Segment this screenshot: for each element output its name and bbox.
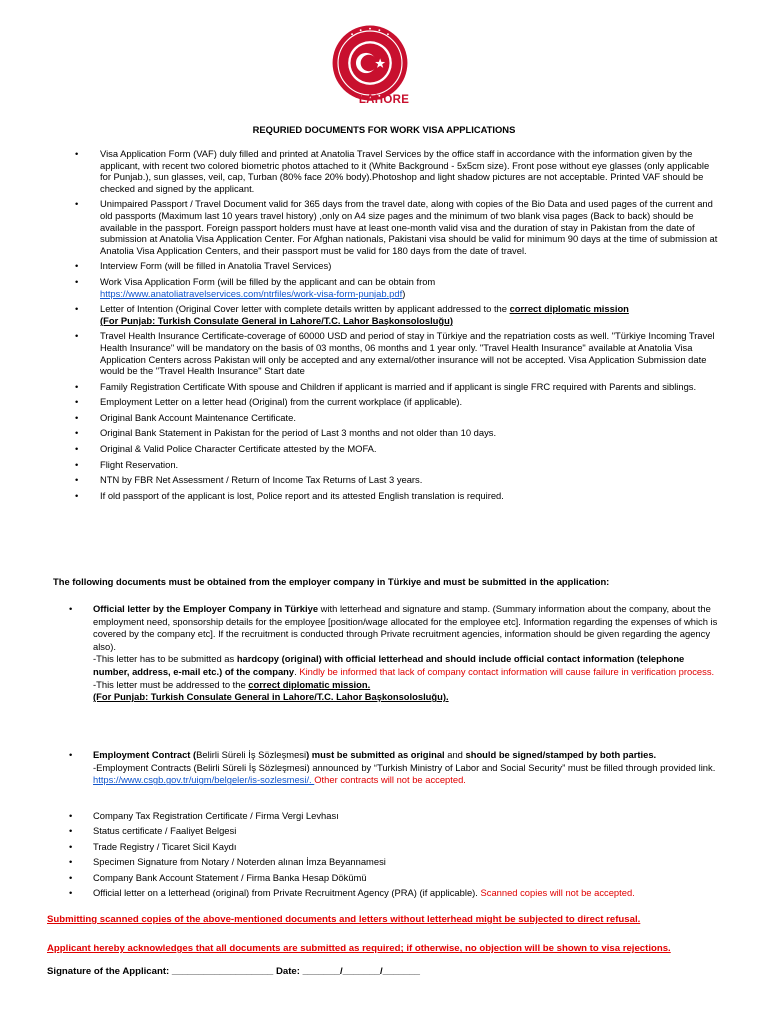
hardcopy-text: -This letter has to be submitted as: [93, 653, 237, 665]
work-form-text: Work Visa Application Form (will be filled by the applicant and can be obtain from: [100, 275, 436, 287]
city-name: LAHORE: [358, 94, 410, 106]
signature-line: Signature of the Applicant: ___________________ Date: _______/_______/_______: [47, 966, 420, 977]
list-item: • Interview Form (will be filled in Anatolia Travel Services): [100, 260, 720, 272]
list-item: • Company Tax Registration Certificate / Firma Vergi Levhası: [93, 808, 733, 823]
intention-mission: correct diplomatic mission: [509, 303, 629, 315]
address-text: -This letter must be addressed to the: [93, 678, 249, 690]
contract-signed: should be signed/stamped by both parties.: [465, 749, 657, 760]
contract-warning: Other contracts will not be accepted.: [314, 774, 466, 786]
list-item: • Specimen Signature from Notary / Noterden alınan İmza Beyannamesi: [93, 854, 733, 869]
refusal-warning: Submitting scanned copies of the above-mentioned documents and letters without letterhead might be subjected to direct refusal.: [47, 914, 641, 925]
intention-punjab: (For Punjab: Turkish Consulate General in Lahore/T.C. Lahor Başkonsolosluğu): [100, 314, 453, 326]
list-item: • If old passport of the applicant is lost, Police report and its attested English translation is required.: [100, 490, 720, 502]
company-docs-list: [93, 808, 733, 900]
contract-title: Employment Contract (: [93, 749, 197, 760]
employer-official-letter: [69, 603, 721, 704]
bullet: •: [69, 749, 73, 760]
bullet: •: [69, 603, 73, 614]
hardcopy-dot: .: [294, 665, 300, 677]
list-item: • Unimpaired Passport / Travel Document valid for 365 days from the travel date, along with copies of the Bio Data and used pages of the current and old passports (Maximum last 10 years travel history) ,only on A4 size pages and the minimum of two blank visa pages (Back to back) should be available in the passport. Foreign passport holders must have at least one-month valid visa and the duration of stay in Pakistan from the date of submission at Anatolia Visa Application Center. For Afghan nationals, Pakistani visa should be valid for minimum 90 days at the time of submission at Anatolia Visa Application Centers, and their passport must be valid for 180 days from the date of travel.: [100, 198, 720, 256]
contract-line2: -Employment Contracts (Belirli Süreli İş Sözleşmesi) announced by “Turkish Ministry of Labor and Social Security” must be filled through provided link.: [93, 761, 716, 773]
acknowledgement-warning: Applicant hereby acknowledges that all documents are submitted as required; if otherwise, no objection will be shown to visa rejections.: [47, 943, 671, 954]
list-item: [100, 303, 720, 326]
list-item: • Employment Letter on a letter head (Original) from the current workplace (if applicable).: [100, 396, 720, 408]
contract-turkish: Belirli Süreli İş Sözleşmesi: [196, 749, 307, 760]
list-item: • Visa Application Form (VAF) duly filled and printed at Anatolia Travel Services by the office staff in accordance with the information given by the applicant, with recent two colored biometric photos attached to it (White Background - 5x5cm size). Front pose without eye glasses (only applicable for Punjab.), sun glasses, veil, cap, Turban (80% face 20% body).Photoshop and light shadow pictures are not acceptable. Printed VAF should be checked and signed by the applicant.: [100, 148, 720, 194]
requirements-list: [100, 148, 720, 505]
list-item: • Company Bank Account Statement / Firma Banka Hesap Dökümü: [93, 870, 733, 885]
list-item: • Original Bank Statement in Pakistan for the period of Last 3 months and not older than 10 days.: [100, 427, 720, 439]
intention-text: Letter of Intention (Original Cover letter with complete details written by applicant addressed to the: [100, 303, 510, 315]
work-form-close: ): [402, 287, 406, 299]
list-item: • Trade Registry / Ticaret Sicil Kaydı: [93, 839, 733, 854]
list-item: • Travel Health Insurance Certificate-coverage of 60000 USD and period of stay in Türkiye and the repatriation costs as well. "Türkiye Incoming Travel Health Insurance" will be mandatory on the basis of 03 months, 06 months and 1 year only. "Travel Health Insurance" available at Anatolia Visa Application Centers across Pakistan will only be accepted and any external/other insurance will not be accepted. Visa Application Submission date would be the "Travel Health Insurance" Start date: [100, 330, 720, 376]
official-letter-title: Official letter by the Employer Company in Türkiye: [93, 603, 319, 614]
contract-original: ) must be submitted as original: [306, 749, 445, 760]
list-item: [93, 885, 733, 900]
contract-and: and: [444, 749, 466, 760]
consulate-seal-icon: [331, 24, 409, 102]
hardcopy-bold: hardcopy (original) with official letterhead and should include official contact information (telephone number, address, e-mail etc.) of the company: [93, 653, 685, 677]
address-mission: correct diplomatic mission.: [248, 678, 371, 690]
list-item: • NTN by FBR Net Assessment / Return of Income Tax Returns of Last 3 years.: [100, 474, 720, 486]
list-item: • Original & Valid Police Character Certificate attested by the MOFA.: [100, 443, 720, 455]
page-title: REQURIED DOCUMENTS FOR WORK VISA APPLICATIONS: [252, 124, 516, 135]
official-letter-text: with letterhead and signature and stamp. (Summary information about the company, about the employment need, sponsorship details for the employee [position/wage allocated for the employee etc]. Information regarding the expenses of which is covered by the company etc]. If the recruitment is conducted through Private recruitment agencies, information should be given regarding the agency also).: [93, 603, 718, 652]
list-item: • Flight Reservation.: [100, 459, 720, 471]
pra-warning: Scanned copies will not be accepted.: [480, 887, 635, 899]
contract-link[interactable]: https://www.csgb.gov.tr/uigm/belgeler/is-sozlesmesi/.: [93, 774, 315, 786]
employer-contract: [69, 749, 721, 787]
list-item: [100, 276, 720, 299]
list-item: • Status certificate / Faaliyet Belgesi: [93, 823, 733, 838]
work-visa-form-link[interactable]: https://www.anatoliatravelservices.com/ntrfiles/work-visa-form-punjab.pdf: [100, 287, 403, 299]
list-item: • Family Registration Certificate With spouse and Children if applicant is married and if applicant is single FRC required with Parents and siblings.: [100, 381, 720, 393]
hardcopy-warning: Kindly be informed that lack of company contact information will cause failure in verification process.: [299, 665, 715, 677]
pra-text: Official letter on a letterhead (original) from Private Recruitment Agency (PRA) (if applicable).: [93, 887, 478, 899]
address-punjab: (For Punjab: Turkish Consulate General in Lahore/T.C. Lahor Başkonsolosluğu).: [93, 691, 449, 703]
employer-heading: The following documents must be obtained from the employer company in Türkiye and must be submitted in the application:: [53, 576, 610, 587]
list-item: • Original Bank Account Maintenance Certificate.: [100, 412, 720, 424]
